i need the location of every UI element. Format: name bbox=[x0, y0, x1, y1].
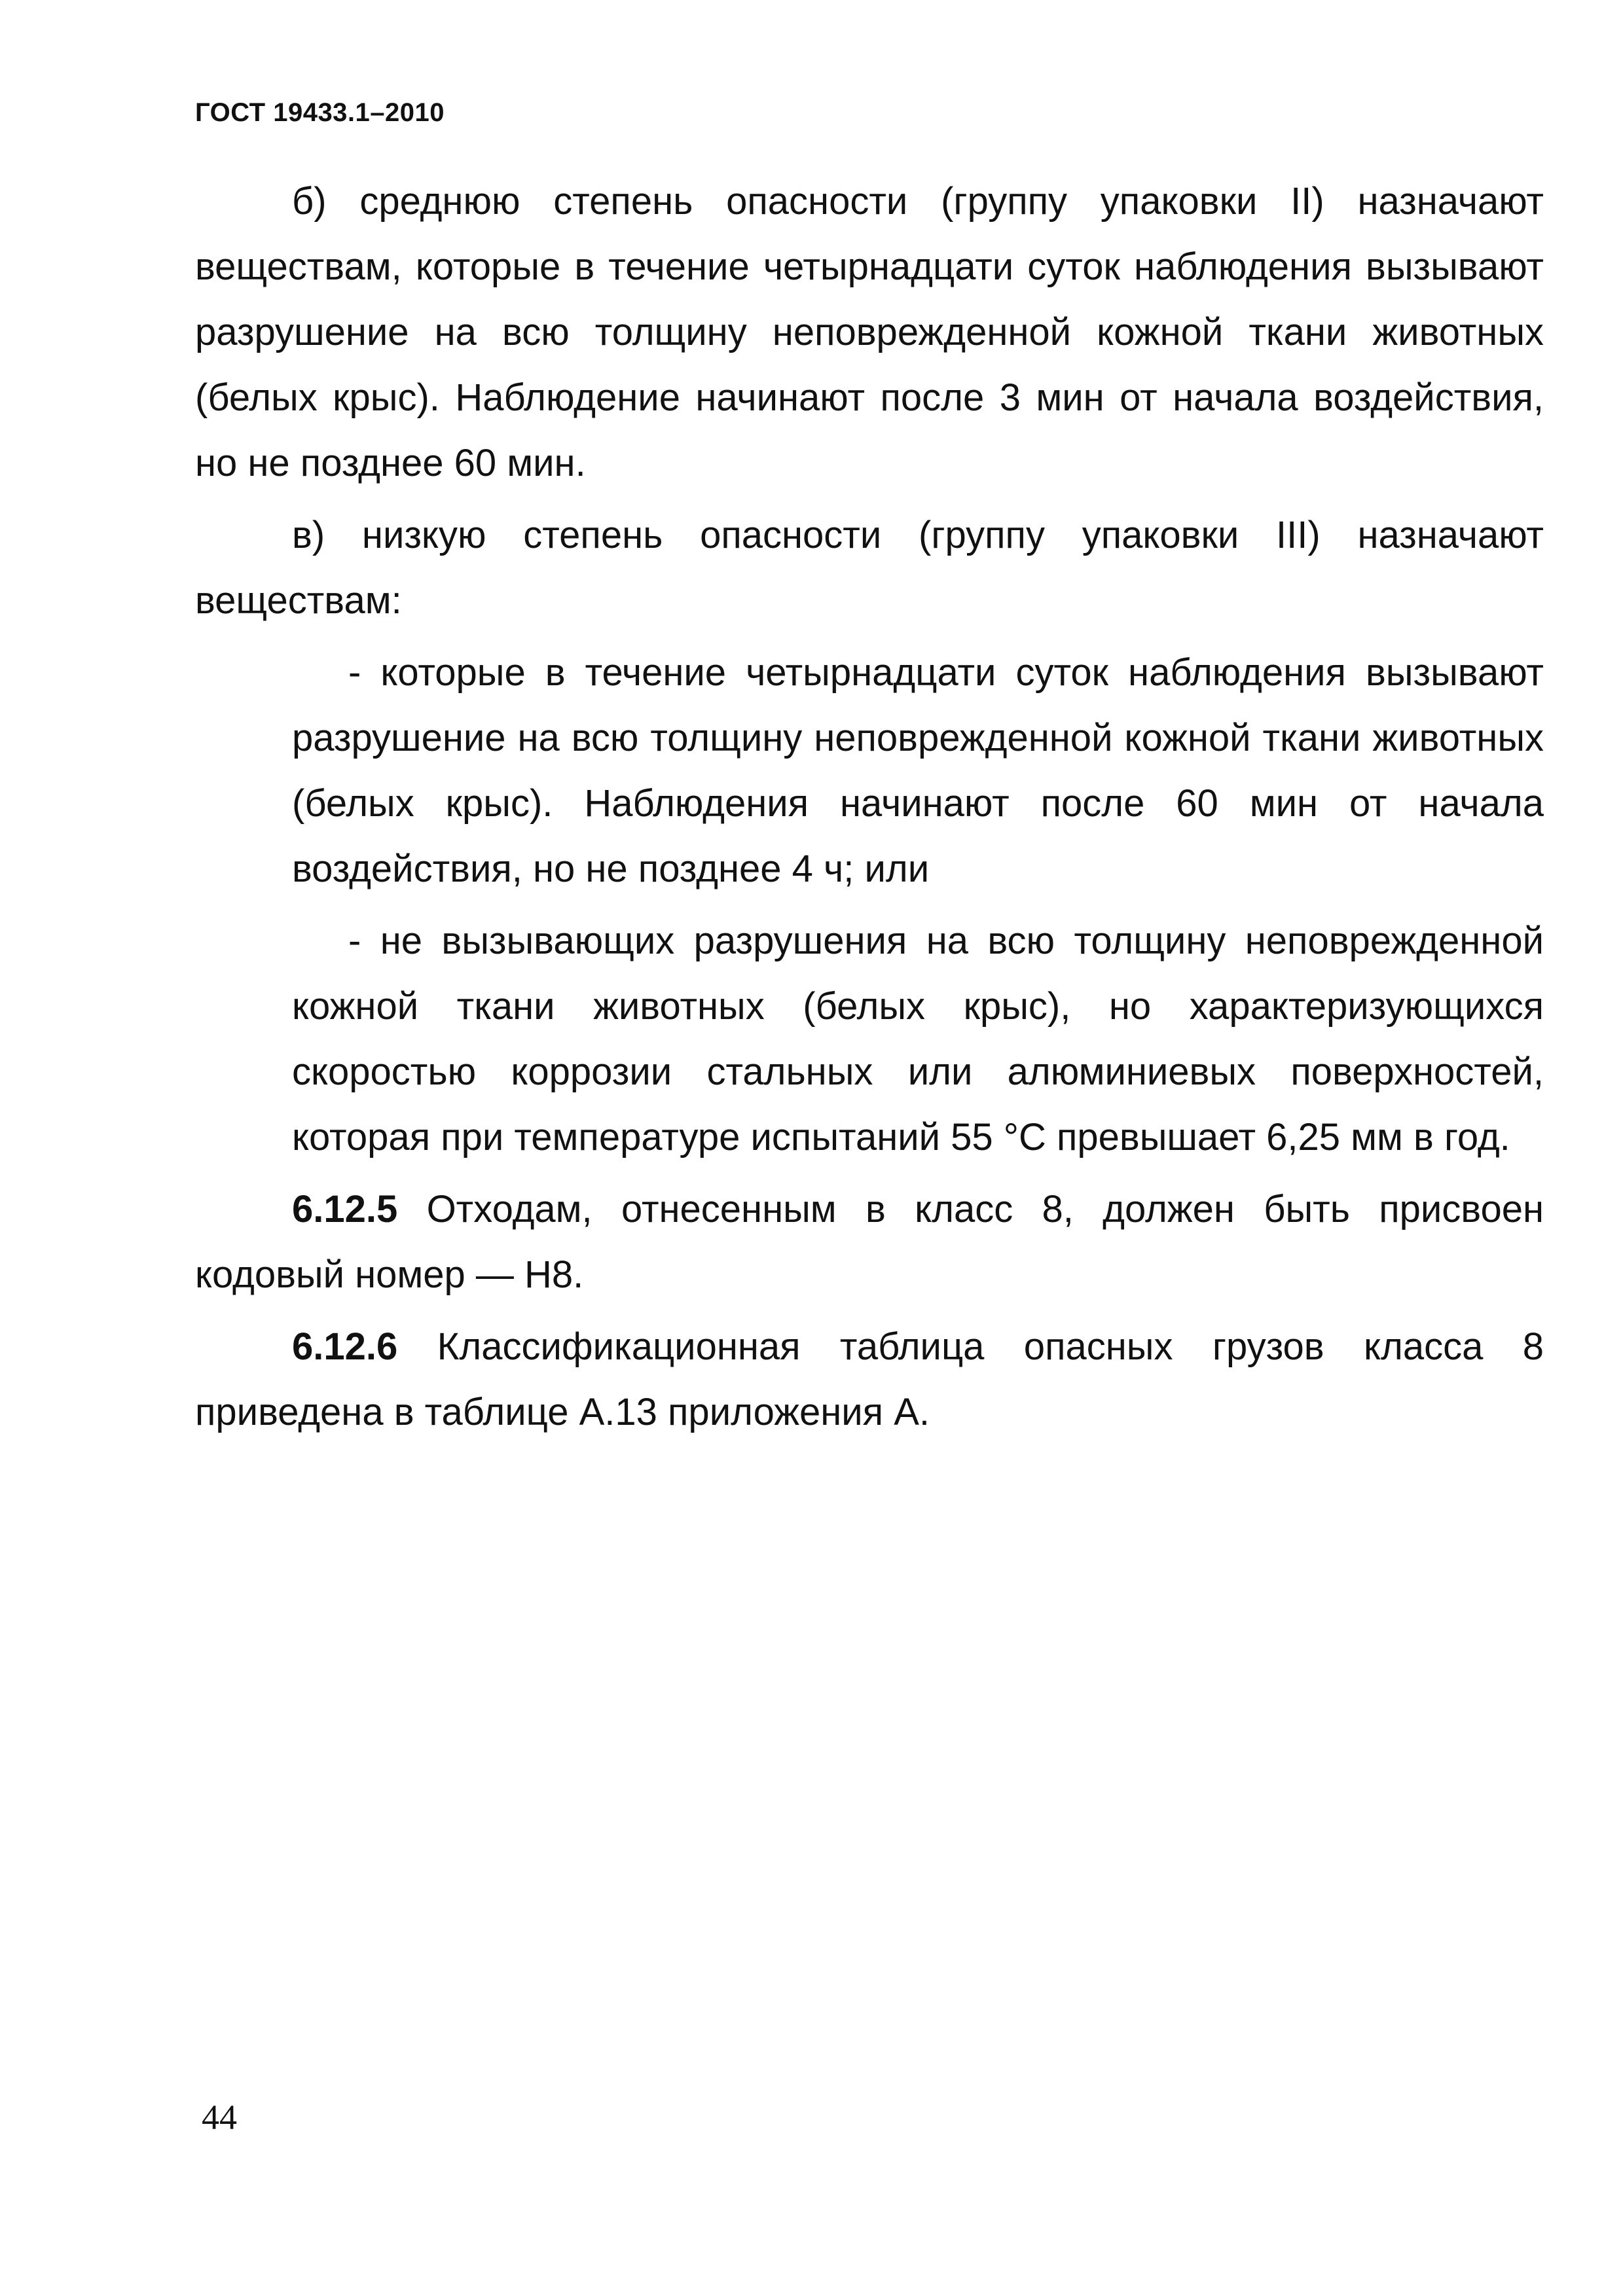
clause-text: Классификационная таблица опасных грузов класса 8 приведена в таблице А.13 приложения А. bbox=[195, 1325, 1544, 1433]
main-text bbox=[195, 169, 1544, 1445]
standard-header: ГОСТ 19433.1–2010 bbox=[195, 98, 445, 127]
clause-number: 6.12.6 bbox=[292, 1325, 398, 1368]
paragraph-v: в) низкую степень опасности (группу упаковки III) назначают веществам: bbox=[195, 514, 1544, 622]
clause-6-12-6 bbox=[195, 1314, 1544, 1445]
list-item-dash-2: - не вызывающих разрушения на всю толщину неповрежденной кожной ткани животных (белых крыс), но характеризующихся скоростью коррозии стальных или алюминиевых поверхностей, которая при температуре испытаний 55 °С превышает 6,25 мм в год. bbox=[292, 920, 1544, 1158]
clause-6-12-5 bbox=[195, 1177, 1544, 1308]
clause-text: Отходам, отнесенным в класс 8, должен быть присвоен кодовый номер — Н8. bbox=[195, 1188, 1544, 1296]
paragraph-b: б) среднюю степень опасности (группу упаковки II) назначают веществам, которые в течение четырнадцати суток наблюдения вызывают разрушение на всю толщину неповрежденной кожной ткани животных (белых крыс). Наблюдение начинают после 3 мин от начала воздействия, но не позднее 60 мин. bbox=[195, 180, 1544, 484]
list-item-dash-1: - которые в течение четырнадцати суток наблюдения вызывают разрушение на всю толщину неповрежденной кожной ткани животных (белых крыс). Наблюдения начинают после 60 мин от начала воздействия, но не позднее 4 ч; или bbox=[292, 651, 1544, 890]
clause-number: 6.12.5 bbox=[292, 1188, 398, 1230]
page-number: 44 bbox=[202, 2098, 237, 2137]
